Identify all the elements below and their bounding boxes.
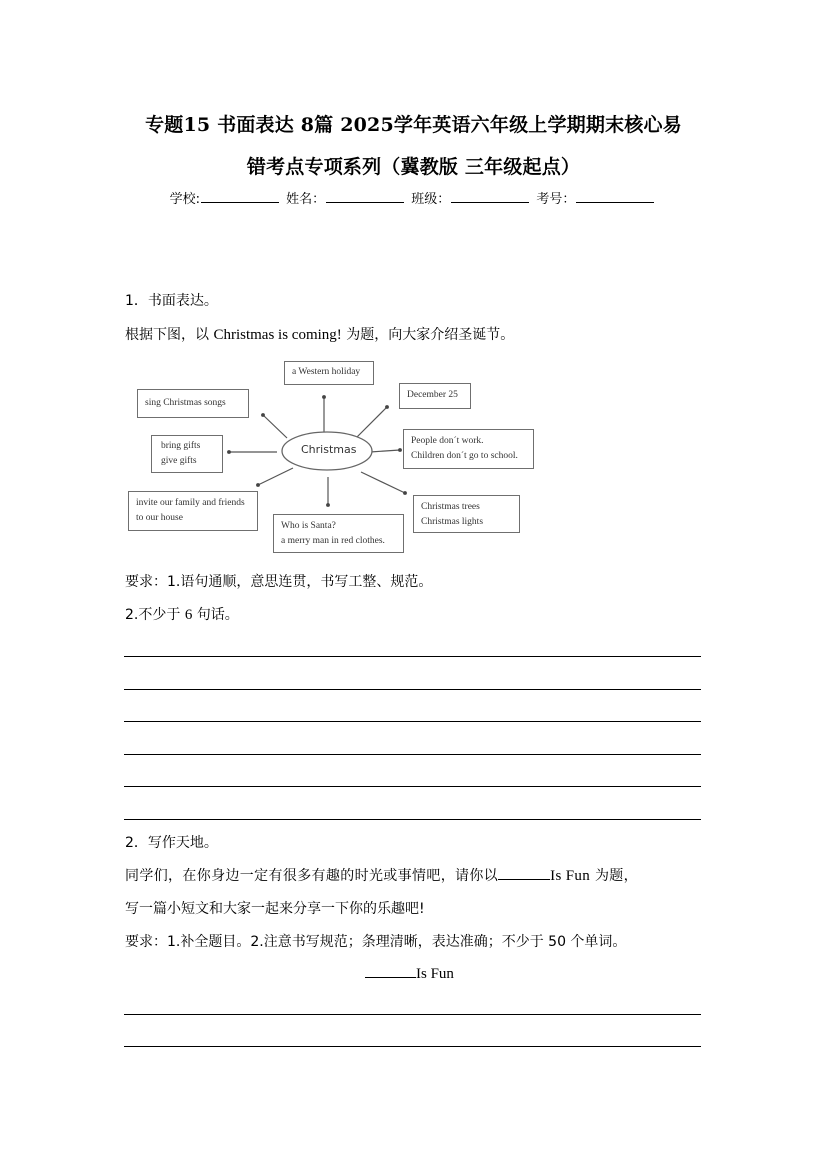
class-blank[interactable] xyxy=(451,190,529,203)
q1-requirement-2 xyxy=(125,604,239,624)
node-line: invite our family and friends xyxy=(136,498,245,508)
node-line: Christmas lights xyxy=(421,517,484,527)
q1-heading: 1．书面表达。 xyxy=(125,293,218,309)
q2-title-blank[interactable] xyxy=(498,865,550,880)
node-line: give gifts xyxy=(161,456,197,466)
node-no-work xyxy=(403,429,534,469)
q1-prompt xyxy=(125,324,514,344)
document-title-line-2: 错考点专项系列（冀教版 三年级起点） xyxy=(246,156,581,178)
q1-requirement-1: 要求：1.语句通顺，意思连贯，书写工整、规范。 xyxy=(125,574,433,590)
writing-line[interactable] xyxy=(124,819,701,820)
q2-prompt-line-1 xyxy=(125,865,638,885)
node-line: a merry man in red clothes. xyxy=(281,536,385,546)
node-line: sing Christmas songs xyxy=(145,398,226,408)
node-gifts xyxy=(151,435,223,473)
writing-line[interactable] xyxy=(124,1014,701,1015)
node-line: bring gifts xyxy=(161,441,201,451)
writing-line[interactable] xyxy=(124,754,701,755)
exam-number-blank[interactable] xyxy=(576,190,654,203)
q2-essay-title-suffix: Is Fun xyxy=(416,966,454,982)
node-line: People don´t work. xyxy=(411,436,484,446)
q2-prompt-line-2: 写一篇小短文和大家一起来分享一下你的乐趣吧! xyxy=(125,901,425,917)
q1-req2-pre: 2.不少于 xyxy=(125,607,185,623)
node-trees-lights xyxy=(413,495,520,533)
document-title-line-1: 专题15 书面表达 8篇 2025学年英语六年级上学期期末核心易 xyxy=(145,114,682,136)
q1-prompt-post: 为题，向大家介绍圣诞节。 xyxy=(341,327,515,343)
q1-req2-number: 6 xyxy=(184,607,193,623)
node-sing-songs xyxy=(137,389,249,418)
name-blank[interactable] xyxy=(326,190,404,203)
class-label: 班级： xyxy=(411,192,451,207)
writing-line[interactable] xyxy=(124,786,701,787)
writing-line[interactable] xyxy=(124,1046,701,1047)
q1-prompt-pre: 根据下图，以 xyxy=(125,327,214,343)
school-label: 学校: xyxy=(169,192,200,207)
q2-prompt1-post: 为题， xyxy=(590,868,638,884)
connector-work xyxy=(370,450,400,452)
node-line: Christmas trees xyxy=(421,502,480,512)
writing-line[interactable] xyxy=(124,656,701,657)
node-december-25 xyxy=(399,383,471,409)
node-line: December 25 xyxy=(407,390,458,400)
connector-date xyxy=(357,407,387,437)
christmas-mind-map xyxy=(125,355,540,560)
writing-line[interactable] xyxy=(124,689,701,690)
name-label: 姓名： xyxy=(286,192,326,207)
student-info-row xyxy=(0,188,827,207)
q1-prompt-title: Christmas is coming! xyxy=(213,327,342,343)
q2-prompt1-en: Is Fun xyxy=(550,868,591,884)
node-line: to our house xyxy=(136,513,183,523)
node-western-holiday xyxy=(284,361,374,385)
connector-invite xyxy=(258,468,293,485)
node-line: a Western holiday xyxy=(292,367,361,377)
q2-essay-title xyxy=(365,963,454,983)
node-line: Who is Santa? xyxy=(281,521,336,531)
q2-essay-title-blank[interactable] xyxy=(365,963,416,978)
node-invite xyxy=(128,491,258,531)
q1-req2-post: 句话。 xyxy=(192,607,239,623)
center-node-label: Christmas xyxy=(301,443,357,456)
connector-sing xyxy=(263,415,287,438)
writing-line[interactable] xyxy=(124,721,701,722)
node-line: Children don´t go to school. xyxy=(411,451,518,461)
exam-number-label: 考号： xyxy=(536,192,576,207)
connector-trees xyxy=(361,472,405,493)
school-blank[interactable] xyxy=(201,190,279,203)
q2-requirements: 要求：1.补全题目。2.注意书写规范；条理清晰，表达准确；不少于 50 个单词。 xyxy=(125,934,627,950)
q2-heading: 2．写作天地。 xyxy=(125,835,218,851)
q2-prompt1-pre: 同学们，在你身边一定有很多有趣的时光或事情吧，请你以 xyxy=(125,868,499,884)
node-santa xyxy=(273,514,404,553)
